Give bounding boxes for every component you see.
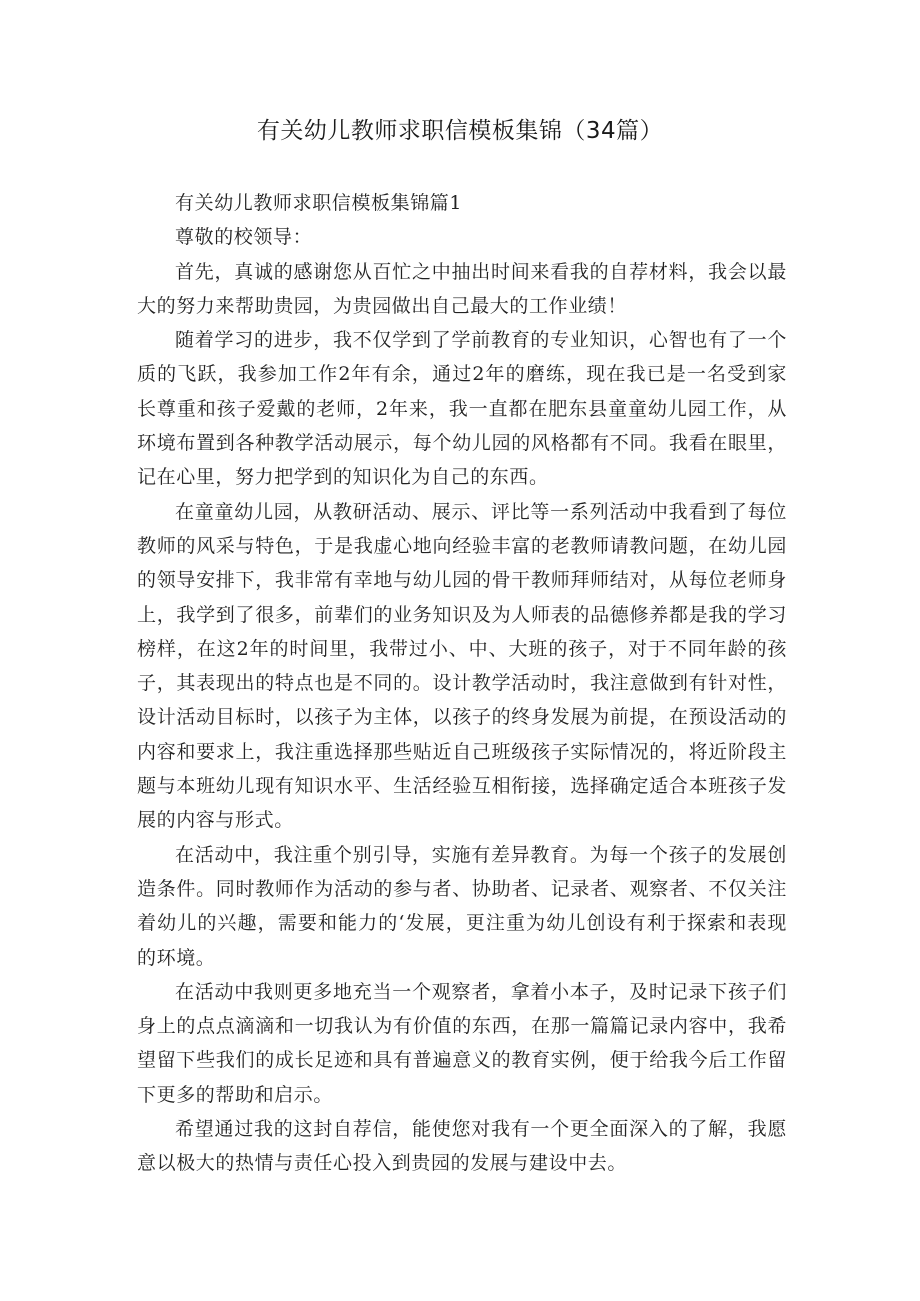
paragraph-observation: 在活动中我则更多地充当一个观察者，拿着小本子，及时记录下孩子们身上的点点滴滴和一切我认为有价值的东西，在那一篇篇记录内容中，我希望留下些我们的成长足迹和具有普遍意义的教育实例，便于给我今后工作留下更多的帮助和启示。	[137, 980, 787, 1106]
document-body	[137, 186, 787, 1181]
paragraph-closing: 希望通过我的这封自荐信，能使您对我有一个更全面深入的了解，我愿意以极大的热情与责任心投入到贵园的发展与建设中去。	[137, 1118, 787, 1175]
paragraph-guidance: 在活动中，我注重个别引导，实施有差异教育。为每一个孩子的发展创造条件。同时教师作为活动的参与者、协助者、记录者、观察者、不仅关注着幼儿的兴趣，需要和能力的‘发展，更注重为幼儿创设有利于探索和表现的环境。	[137, 843, 787, 969]
paragraph-learning: 在童童幼儿园，从教研活动、展示、评比等一系列活动中我看到了每位教师的风采与特色，于是我虚心地向经验丰富的老教师请教问题，在幼儿园的领导安排下，我非常有幸地与幼儿园的骨干教师拜师结对，从每位老师身上，我学到了很多，前辈们的业务知识及为人师表的品德修养都是我的学习榜样，在这2年的时间里，我带过小、中、大班的孩子，对于不同年龄的孩子，其表现出的特点也是不同的。设计教学活动时，我注意做到有针对性，设计活动目标时，以孩子为主体，以孩子的终身发展为前提，在预设活动的内容和要求上，我注重选择那些贴近自己班级孩子实际情况的，将近阶段主题与本班幼儿现有知识水平、生活经验互相衔接，选择确定适合本班孩子发展的内容与形式。	[137, 500, 787, 832]
paragraph-experience: 随着学习的进步，我不仅学到了学前教育的专业知识，心智也有了一个质的飞跃，我参加工作2年有余，通过2年的磨练，现在我已是一名受到家长尊重和孩子爱戴的老师，2年来，我一直都在肥东县童童幼儿园工作，从环境布置到各种教学活动展示，每个幼儿园的风格都有不同。我看在眼里，记在心里，努力把学到的知识化为自己的东西。	[137, 329, 787, 489]
document-title: 有关幼儿教师求职信模板集锦（34篇）	[256, 118, 664, 144]
salutation: 尊敬的校领导：	[175, 226, 313, 249]
section-heading: 有关幼儿教师求职信模板集锦篇1	[175, 192, 463, 214]
paragraph-opening: 首先，真诚的感谢您从百忙之中抽出时间来看我的自荐材料，我会以最大的努力来帮助贵园，为贵园做出自己最大的工作业绩！	[137, 260, 787, 317]
